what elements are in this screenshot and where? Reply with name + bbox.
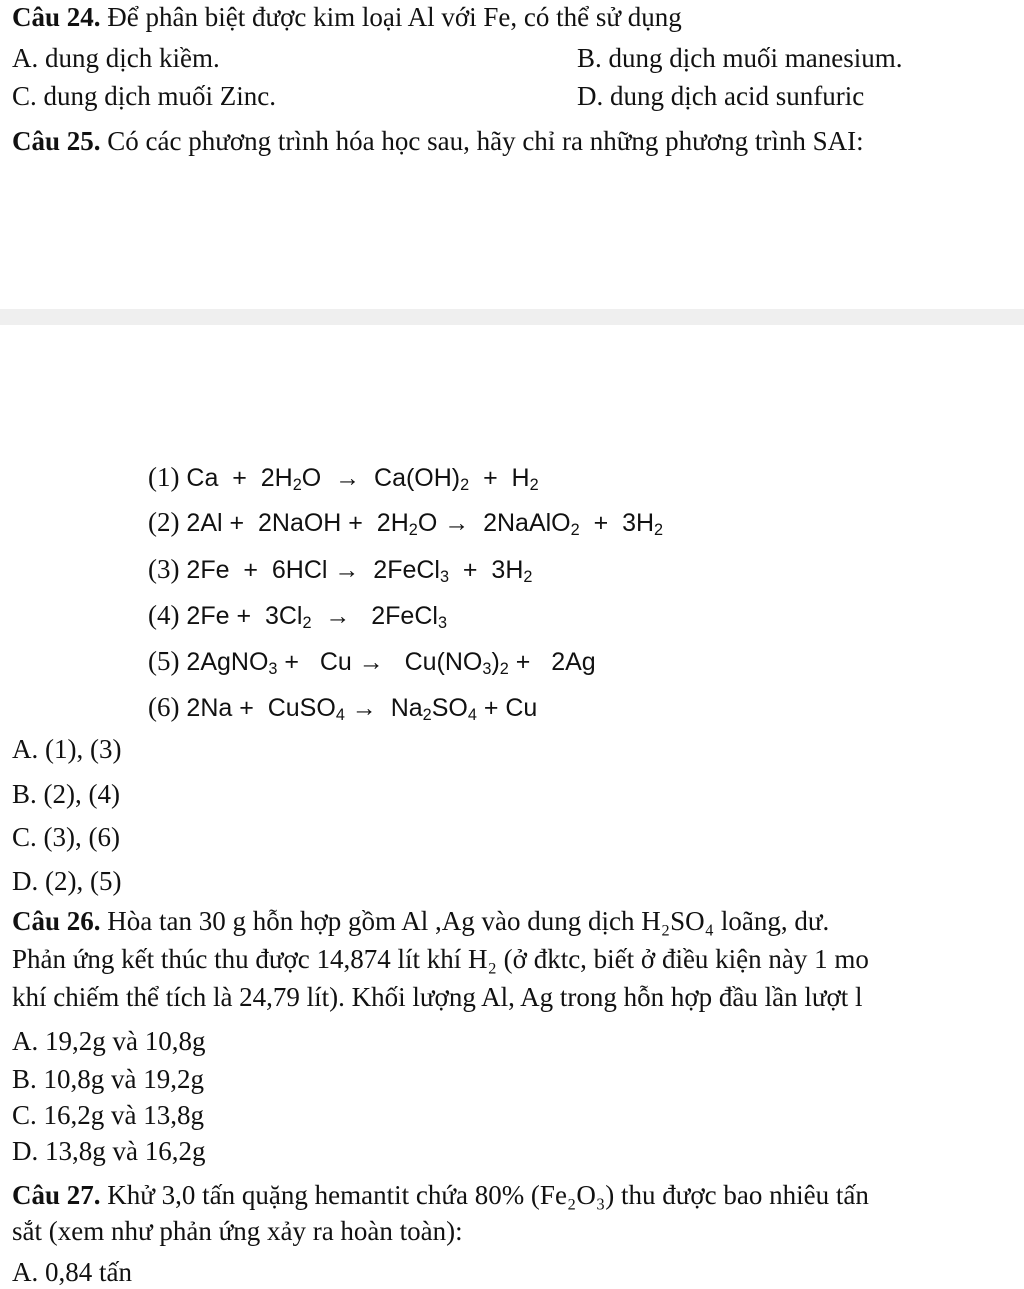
q24-option-c: C. dung dịch muối Zinc.	[12, 81, 276, 111]
equation-6: (6) 2Na + CuSO$_4$ → $Na_2SO_4 + Cu$	[148, 692, 538, 725]
question-text: Để phân biệt được kim loại Al với Fe, có thể sử dụng	[107, 2, 682, 32]
question-label: Câu 24.	[12, 2, 101, 32]
question-label: Câu 27.	[12, 1180, 101, 1210]
q24-option-d: D. dung dịch acid sunfuric	[577, 81, 865, 111]
equation-2: (2) 2Al + 2NaOH + $2H_2O$ → 2NaAlO$_2$ + $3H_2$	[148, 507, 664, 540]
q26-option-b: B. 10,8g và 19,2g	[12, 1064, 204, 1094]
q26-text-line-2: Phản ứng kết thúc thu được 14,874 lít khí H₂ (ở đktc, biết ở điều kiện này 1 mo	[12, 944, 869, 974]
q27-option-a: A. 0,84 tấn	[12, 1257, 132, 1287]
question-text: Hòa tan 30 g hỗn hợp gồm Al ,Ag vào dung dịch H₂SO₄ loãng, dư.	[107, 906, 830, 936]
q25-option-a: A. (1), (3)	[12, 734, 122, 764]
q26-text-line-3: khí chiếm thể tích là 24,79 lít). Khối lượng Al, Ag trong hỗn hợp đầu lần lượt l	[12, 982, 863, 1012]
q24-option-b: B. dung dịch muối manesium.	[577, 43, 903, 73]
q27-text-line-2: sắt (xem như phản ứng xảy ra hoàn toàn):	[12, 1216, 463, 1246]
equation-5: (5) 2AgNO$_3$ + $Cu \to Cu(NO_3)_2 + 2Ag$	[148, 646, 596, 679]
question-label: Câu 26.	[12, 906, 101, 936]
q26-option-d: D. 13,8g và 16,2g	[12, 1136, 206, 1166]
question-text: Khử 3,0 tấn quặng hemantit chứa 80% (Fe₂O₃) thu được bao nhiêu tấn	[107, 1180, 869, 1210]
question-26	[12, 904, 829, 938]
q25-option-b: B. (2), (4)	[12, 779, 120, 809]
q26-option-c: C. 16,2g và 13,8g	[12, 1100, 204, 1130]
equation-4: (4) $2Fe + 3Cl_2$ → 2FeCl$_3$	[148, 600, 447, 633]
equation-number: (3)	[148, 554, 180, 584]
question-25	[12, 124, 864, 158]
equation-number: (4)	[148, 600, 180, 630]
q26-option-a: A. 19,2g và 10,8g	[12, 1026, 206, 1056]
question-label: Câu 25.	[12, 126, 101, 156]
question-27	[12, 1178, 869, 1212]
q25-option-c: C. (3), (6)	[12, 822, 120, 852]
question-text: Có các phương trình hóa học sau, hãy chỉ ra những phương trình SAI:	[107, 126, 864, 156]
equation-number: (5)	[148, 646, 180, 676]
equation-1: (1) $Ca + 2H_2O \to Ca(OH)_2 + H_2$	[148, 462, 539, 495]
q24-option-a: A. dung dịch kiềm.	[12, 43, 220, 73]
equation-3: (3) 2Fe + 6HCl → 2FeCl$_3$ + $3H_2$	[148, 554, 533, 587]
page-separator	[0, 309, 1024, 325]
equation-number: (1)	[148, 462, 180, 492]
q25-option-d: D. (2), (5)	[12, 866, 122, 896]
equation-number: (6)	[148, 692, 180, 722]
equation-number: (2)	[148, 507, 180, 537]
question-24	[12, 0, 682, 34]
